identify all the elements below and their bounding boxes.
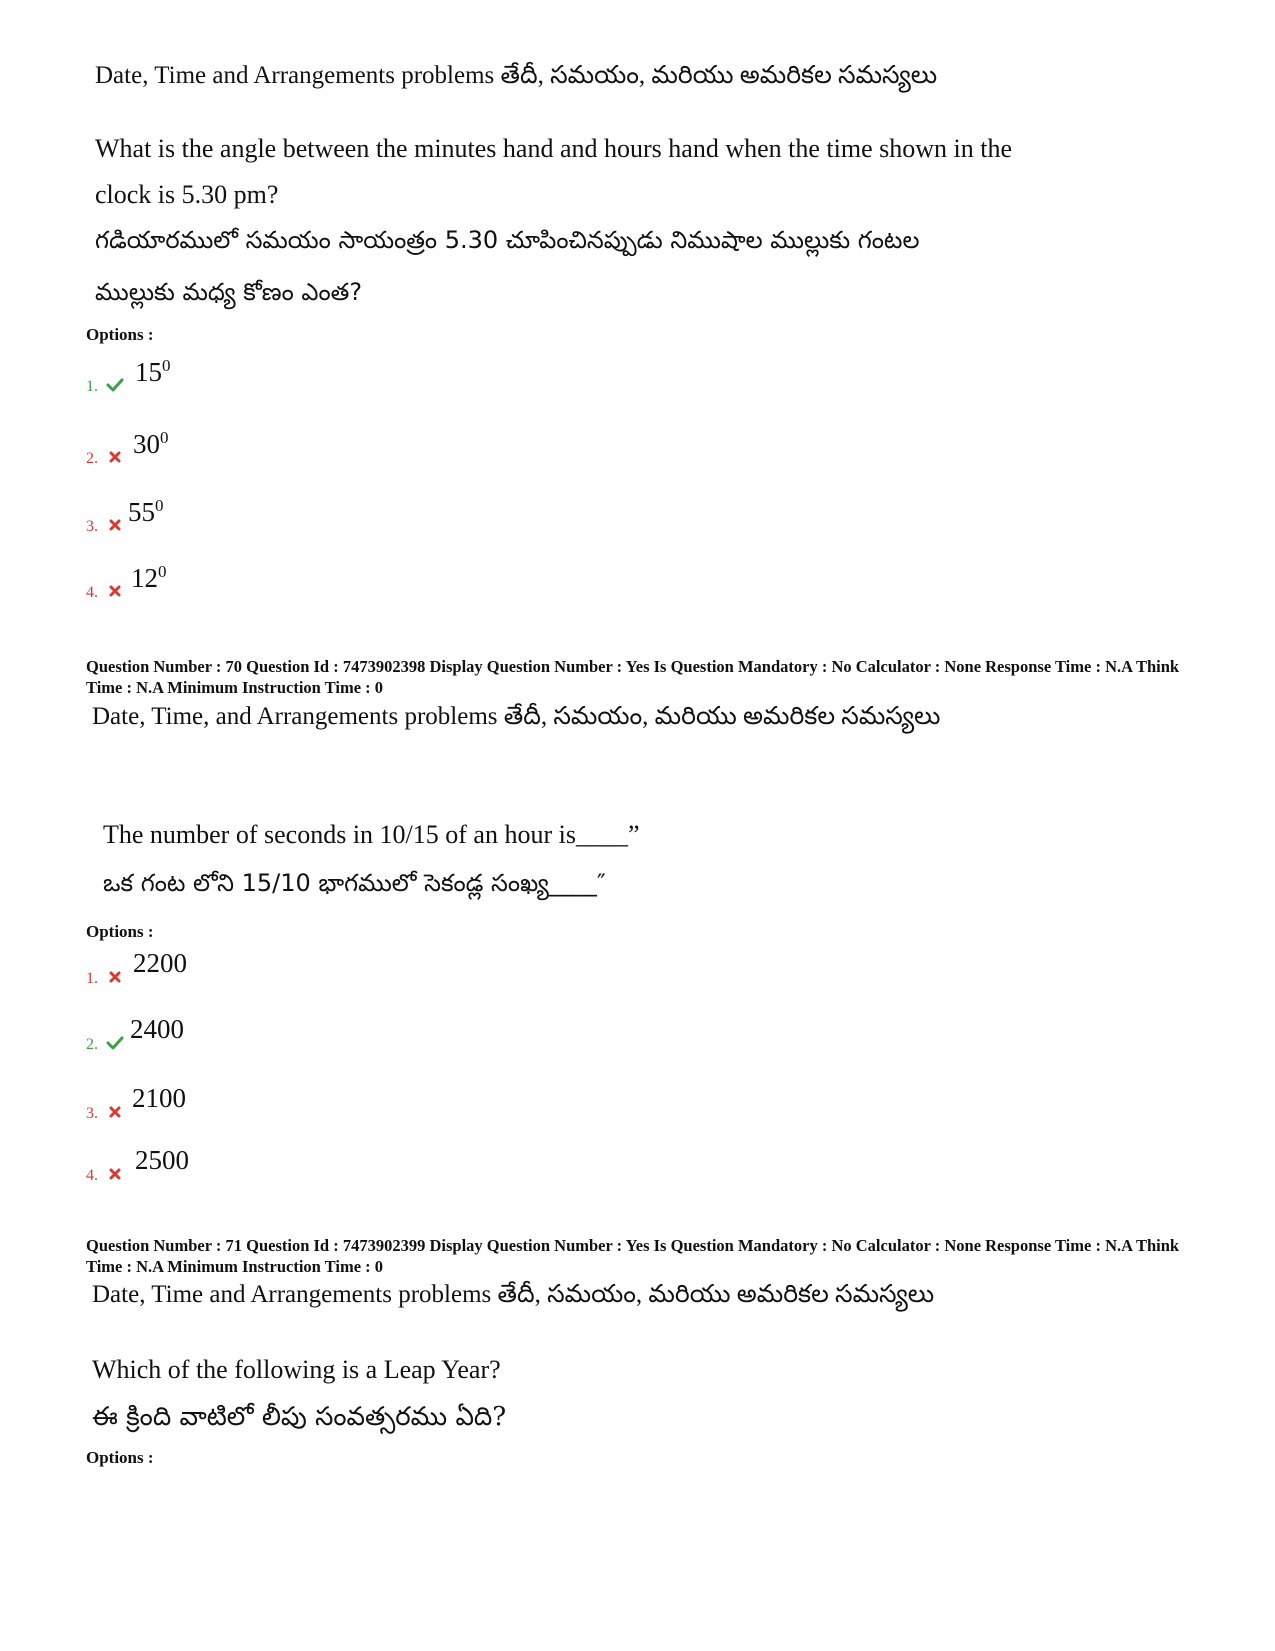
q71-question-en: Which of the following is a Leap Year? xyxy=(92,1355,501,1384)
q69-question-te-line1: గడియారములో సమయం సాయంత్రం 5.30 చూపించినప్పుడు నిముషాల ముల్లుకు గంటల xyxy=(95,226,920,254)
check-icon xyxy=(106,376,124,394)
option-number: 2. xyxy=(86,450,98,467)
option-value: $15^0$ xyxy=(135,356,171,387)
q69-question-en-line2: clock is 5.30 pm? xyxy=(95,180,279,209)
q70-options-label: Options : xyxy=(86,922,154,941)
q69-option-3 xyxy=(86,496,286,544)
q71-topic: Date, Time and Arrangements problems తేదీ, సమయం, మరియు అమరికల సమస్యలు xyxy=(92,1281,935,1308)
option-number: 3. xyxy=(86,518,98,535)
q69-question-te-line2: ముల్లుకు మధ్య కోణం ఎంత? xyxy=(95,278,363,306)
option-number: 4. xyxy=(86,1167,98,1184)
q70-option-4 xyxy=(86,1145,286,1193)
cross-icon xyxy=(106,448,124,466)
q70-question-en: The number of seconds in 10/15 of an hour is____” xyxy=(103,820,640,849)
q70-meta: Question Number : 70 Question Id : 7473902398 Display Question Number : Yes Is Question Mandatory : No Calculator : None Response Time : N.A Think Time : N.A Minimum Instruction Time : 0 xyxy=(86,657,1180,697)
q71-meta: Question Number : 71 Question Id : 7473902399 Display Question Number : Yes Is Question Mandatory : No Calculator : None Response Time : N.A Think Time : N.A Minimum Instruction Time : 0 xyxy=(86,1236,1180,1276)
q70-option-2 xyxy=(86,1014,286,1062)
q70-question-te: ఒక గంట లోని 15/10 భాగములో సెకండ్ల సంఖ్య____″ xyxy=(103,869,606,897)
option-value: 2400 xyxy=(130,1014,184,1044)
option-value: $55^0$ xyxy=(128,496,164,527)
option-value: 2200 xyxy=(133,948,187,978)
q69-options-label: Options : xyxy=(86,325,154,344)
option-number: 1. xyxy=(86,378,98,395)
cross-icon xyxy=(106,582,124,600)
option-number: 2. xyxy=(86,1036,98,1053)
q71-question-te: ఈ క్రింది వాటిలో లీపు సంవత్సరము ఏది? xyxy=(92,1402,507,1432)
q71-options-label: Options : xyxy=(86,1448,154,1467)
q69-option-4 xyxy=(86,562,286,610)
q69-option-2 xyxy=(86,428,286,476)
check-icon xyxy=(106,1034,124,1052)
q70-option-1 xyxy=(86,948,286,996)
q69-option-1 xyxy=(86,356,286,404)
option-number: 1. xyxy=(86,970,98,987)
cross-icon xyxy=(106,516,124,534)
q69-question-en-line1: What is the angle between the minutes hand and hours hand when the time shown in the xyxy=(95,134,1012,163)
option-number: 3. xyxy=(86,1105,98,1122)
q69-topic: Date, Time and Arrangements problems తేదీ, సమయం, మరియు అమరికల సమస్యలు xyxy=(95,62,938,89)
option-number: 4. xyxy=(86,584,98,601)
option-value: 2100 xyxy=(132,1083,186,1113)
cross-icon xyxy=(106,1103,124,1121)
option-value: $12^0$ xyxy=(131,562,167,593)
q70-topic: Date, Time, and Arrangements problems తేదీ, సమయం, మరియు అమరికల సమస్యలు xyxy=(92,703,941,730)
q70-option-3 xyxy=(86,1083,286,1131)
cross-icon xyxy=(106,1165,124,1183)
option-value: $30^0$ xyxy=(133,428,169,459)
option-value: 2500 xyxy=(135,1145,189,1175)
cross-icon xyxy=(106,968,124,986)
